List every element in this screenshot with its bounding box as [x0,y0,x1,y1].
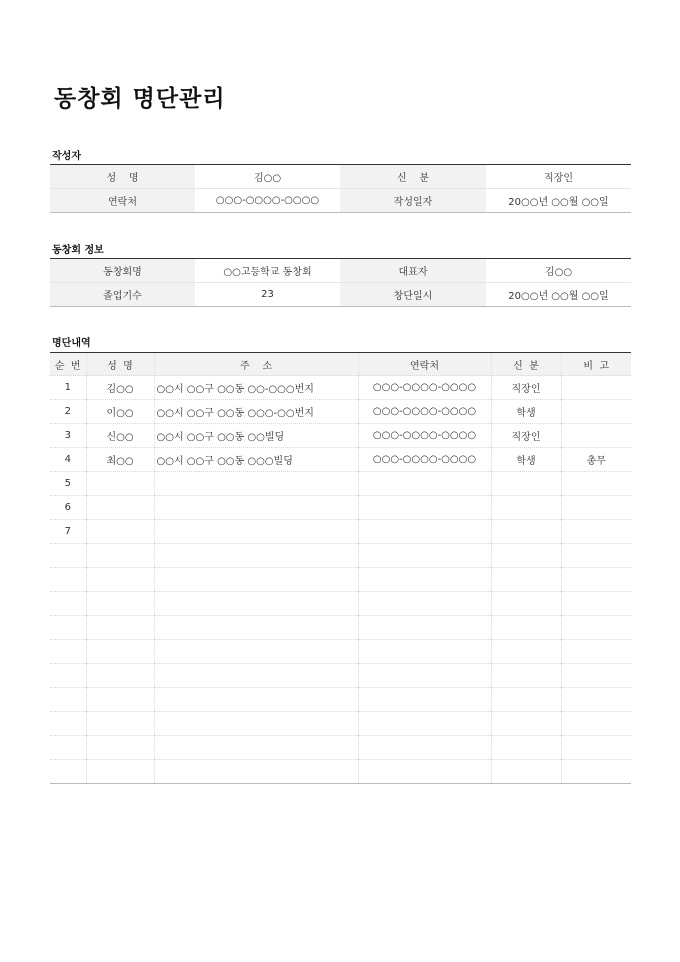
member-contact[interactable] [358,688,491,712]
member-name[interactable] [86,472,154,496]
member-status[interactable] [491,664,561,688]
writer-date-value[interactable]: 20○○년 ○○월 ○○일 [486,189,631,213]
member-address[interactable] [154,664,358,688]
member-note[interactable] [561,520,631,544]
member-contact[interactable] [358,496,491,520]
member-status[interactable] [491,640,561,664]
roster-header-row [50,353,631,376]
member-contact[interactable] [358,568,491,592]
member-address[interactable]: ○○시 ○○구 ○○동 ○○○빌딩 [154,448,358,472]
member-status[interactable]: 직장인 [491,424,561,448]
member-note[interactable] [561,592,631,616]
table-row [50,376,631,400]
row-number [50,568,86,592]
column-header: 순 번 [50,353,86,376]
column-header: 연락처 [358,353,491,376]
member-name[interactable] [86,640,154,664]
row-number: 4 [50,448,86,472]
table-row [50,448,631,472]
member-address[interactable] [154,712,358,736]
row-number: 1 [50,376,86,400]
table-row [50,592,631,616]
member-status[interactable] [491,616,561,640]
member-address[interactable] [154,592,358,616]
member-address[interactable] [154,760,358,784]
table-row [50,616,631,640]
row-number [50,544,86,568]
member-status[interactable] [491,496,561,520]
member-status[interactable] [491,568,561,592]
table-row [50,712,631,736]
member-note[interactable] [561,712,631,736]
table-row [50,424,631,448]
column-header: 신 분 [491,353,561,376]
member-note[interactable] [561,736,631,760]
member-address[interactable] [154,568,358,592]
member-note[interactable] [561,472,631,496]
writer-section-title: 작성자 [52,151,81,162]
table-row [50,736,631,760]
member-status[interactable] [491,688,561,712]
row-number [50,640,86,664]
row-number: 7 [50,520,86,544]
roster-section-title: 명단내역 [52,338,91,349]
member-contact[interactable] [358,712,491,736]
alumni-row [50,283,631,307]
member-status[interactable] [491,520,561,544]
row-number [50,760,86,784]
column-header: 성 명 [86,353,154,376]
member-contact[interactable] [358,760,491,784]
member-note[interactable] [561,760,631,784]
row-number [50,664,86,688]
member-note[interactable] [561,376,631,400]
member-contact[interactable] [358,640,491,664]
member-status[interactable] [491,472,561,496]
writer-row [50,189,631,213]
member-note[interactable] [561,424,631,448]
member-address[interactable] [154,736,358,760]
member-note[interactable]: 총무 [561,448,631,472]
member-name[interactable] [86,592,154,616]
member-contact[interactable] [358,664,491,688]
member-address[interactable] [154,520,358,544]
alumni-table [50,258,631,307]
member-note[interactable] [561,544,631,568]
member-contact[interactable] [358,592,491,616]
member-status[interactable] [491,760,561,784]
member-name[interactable] [86,760,154,784]
writer-contact-value[interactable]: ○○○-○○○○-○○○○ [195,189,340,213]
member-name[interactable] [86,664,154,688]
row-number [50,688,86,712]
member-status[interactable]: 학생 [491,448,561,472]
member-contact[interactable] [358,736,491,760]
row-number [50,712,86,736]
alumni-rep-label: 대표자 [340,259,486,283]
row-number [50,736,86,760]
table-row [50,568,631,592]
member-note[interactable] [561,568,631,592]
table-row [50,640,631,664]
member-note[interactable] [561,496,631,520]
member-name[interactable]: 김○○ [86,376,154,400]
member-contact[interactable] [358,616,491,640]
member-address[interactable]: ○○시 ○○구 ○○동 ○○-○○○번지 [154,376,358,400]
alumni-class-value[interactable]: 23 [195,283,340,307]
member-status[interactable] [491,592,561,616]
member-address[interactable] [154,472,358,496]
writer-status-label: 신 분 [340,165,486,189]
member-status[interactable] [491,712,561,736]
alumni-row [50,259,631,283]
table-row [50,496,631,520]
table-row [50,400,631,424]
writer-row [50,165,631,189]
member-name[interactable] [86,736,154,760]
member-contact[interactable]: ○○○-○○○○-○○○○ [358,400,491,424]
table-row [50,520,631,544]
member-status[interactable] [491,544,561,568]
table-row [50,544,631,568]
writer-status-value[interactable]: 직장인 [544,173,573,184]
column-header: 비 고 [561,353,631,376]
member-contact[interactable]: ○○○-○○○○-○○○○ [358,424,491,448]
table-row [50,688,631,712]
member-contact[interactable]: ○○○-○○○○-○○○○ [358,448,491,472]
member-note[interactable] [561,688,631,712]
member-status[interactable]: 학생 [491,400,561,424]
writer-name-value[interactable]: 김○○ [253,173,282,184]
writer-table [50,164,631,213]
alumni-class-label: 졸업기수 [50,283,195,307]
row-number: 2 [50,400,86,424]
row-number: 5 [50,472,86,496]
member-name[interactable]: 이○○ [86,400,154,424]
row-number [50,616,86,640]
member-contact[interactable] [358,472,491,496]
member-contact[interactable] [358,520,491,544]
alumni-name-value[interactable]: ○○고등학교 동창회 [223,267,312,278]
member-address[interactable] [154,688,358,712]
member-name[interactable] [86,712,154,736]
member-note[interactable] [561,400,631,424]
row-number: 6 [50,496,86,520]
member-address[interactable] [154,544,358,568]
writer-date-label: 작성일자 [340,189,486,213]
row-number: 3 [50,424,86,448]
member-contact[interactable]: ○○○-○○○○-○○○○ [358,376,491,400]
writer-contact-label: 연락처 [50,189,195,213]
alumni-rep-value[interactable]: 김○○ [544,267,573,278]
member-name[interactable] [86,688,154,712]
member-name[interactable] [86,616,154,640]
page-title: 동창회 명단관리 [54,86,226,112]
member-name[interactable]: 최○○ [86,448,154,472]
member-note[interactable] [561,664,631,688]
table-row [50,664,631,688]
member-note[interactable] [561,640,631,664]
row-number [50,592,86,616]
member-address[interactable]: ○○시 ○○구 ○○동 ○○○-○○번지 [154,400,358,424]
member-address[interactable]: ○○시 ○○구 ○○동 ○○빌딩 [154,424,358,448]
member-name[interactable] [86,496,154,520]
member-note[interactable] [561,616,631,640]
member-contact[interactable] [358,544,491,568]
member-status[interactable]: 직장인 [491,376,561,400]
member-name[interactable]: 신○○ [86,424,154,448]
writer-name-label: 성 명 [50,165,195,189]
member-status[interactable] [491,736,561,760]
member-name[interactable] [86,520,154,544]
alumni-founded-label: 창단일시 [340,283,486,307]
alumni-founded-value[interactable]: 20○○년 ○○월 ○○일 [486,283,631,307]
member-address[interactable] [154,496,358,520]
member-name[interactable] [86,544,154,568]
table-row [50,472,631,496]
member-address[interactable] [154,616,358,640]
alumni-name-label: 동창회명 [50,259,195,283]
member-name[interactable] [86,568,154,592]
member-address[interactable] [154,640,358,664]
roster-table [50,352,631,784]
column-header: 주 소 [154,353,358,376]
alumni-section-title: 동창회 정보 [52,245,104,256]
table-row [50,760,631,784]
